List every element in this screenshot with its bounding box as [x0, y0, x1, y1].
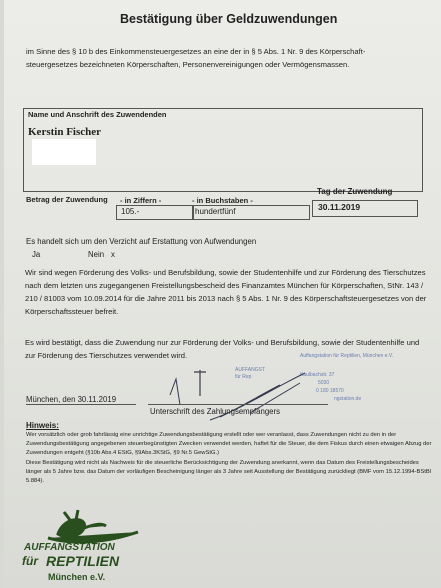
waiver-question: Es handelt sich um den Verzicht auf Erstattung von Aufwendungen: [26, 237, 257, 246]
amount-digits-label: - in Ziffern -: [120, 196, 162, 205]
amount-words-label: - in Buchstaben -: [192, 196, 253, 205]
logo-line-2a: für: [22, 554, 38, 568]
stamp-line-1: Auffangstation für Reptilien, München e.V.: [300, 353, 394, 359]
exemption-text: Wir sind wegen Förderung des Volks- und Berufsbildung, sowie der Studentenhilfe und zur Förderung des Tierschutzes nach dem letzten uns zugegangenen Freistellungsbescheid des Finanzamtes München für Körperschaften, StNr. 143 / 210 / 81003 vom 10.09.2014 für die Jahre 2011 bis 2013 nach § 5 Abs. 1 Nr. 9 des Körperschaftsteuergesetzes von der Körperschaftssteuer befreit.: [25, 268, 427, 316]
signature-label: Unterschrift des Zahlungsempfängers: [150, 407, 281, 416]
signature-line: [148, 404, 328, 405]
stamp-line-5: 5030: [318, 380, 330, 386]
donor-name: Kerstin Fischer: [28, 126, 102, 138]
waiver-no-mark: x: [111, 250, 115, 259]
notice-paragraph-1: Wer vorsätzlich oder grob fahrlässig eine unrichtige Zuwendungsbestätigung erstellt oder wer veranlasst, dass Zuwendungen nicht zu den in der Zuwendungsbestätigung angegebenen steuerbegünstigten Zwecken verwendet werden, haftet für die Steuer, die dem Fiskus durch einen etwaigen Abzug der Zuwendungen entgeht (§10b Abs.4 EStG, §9Abs.3KStG, §9 Nr.5 GewStG.): [26, 432, 432, 456]
waiver-no: Nein: [88, 250, 105, 259]
amount-digits: 105.-: [121, 207, 140, 216]
organization-logo: [18, 508, 148, 586]
confirmation-text: Es wird bestätigt, dass die Zuwendung nur zur Förderung der Volks- und Berufsbildung, sowie der Studentenhilfe und zur Förderung des Tierschutzes verwendet wird.: [25, 338, 420, 360]
intro-text: im Sinne des § 10 b des Einkommensteuergesetzes an eine der in § 5 Abs. 1 Nr. 9 des Körperschaft-steuergesetzes bezeichneten Körperschaften, Personenvereinigungen oder Vermögensmassen.: [26, 47, 366, 69]
stamp-line-3: für Rep: [235, 374, 252, 380]
amount-words: hundertfünf: [195, 207, 236, 216]
logo-line-2b: REPTILIEN: [46, 553, 120, 569]
stamp-line-7: ngstation.de: [334, 396, 362, 402]
notice-paragraph-2: Diese Bestätigung wird nicht als Nachweis für die steuerliche Berücksichtigung der Zuwendung anerkannt, wenn das Datum des Freistellungsbescheides länger als 5 Jahre bzw. das Datum der vorläufigen Bescheinigung länger als 3 Jahre seit Ausstellung der Bestätigung zurückliegt (BMF vom 15.12.1994-BStBl 5.884).: [26, 460, 432, 484]
signature-scribble: [150, 365, 330, 435]
logo-line-1: AUFFANGSTATION: [24, 542, 115, 553]
waiver-yes: Ja: [32, 250, 41, 259]
stamp-line-6: 0 180 18570: [316, 388, 344, 394]
place-date-line: [26, 404, 136, 405]
logo-line-3: München e.V.: [48, 572, 106, 582]
place-date: München, den 30.11.2019: [26, 395, 117, 404]
redacted-address: [32, 139, 96, 165]
document-title: Bestätigung über Geldzuwendungen: [120, 12, 338, 26]
date-label: Tag der Zuwendung: [317, 187, 393, 196]
donation-date: 30.11.2019: [318, 202, 361, 212]
stamp-line-4: Kaulbachstr. 37: [300, 372, 335, 378]
notice-heading: Hinweis:: [26, 421, 59, 430]
amount-label: Betrag der Zuwendung: [26, 195, 108, 204]
donor-label: Name und Anschrift des Zuwendenden: [28, 110, 167, 119]
stamp-line-2: AUFFANGST: [235, 367, 266, 373]
